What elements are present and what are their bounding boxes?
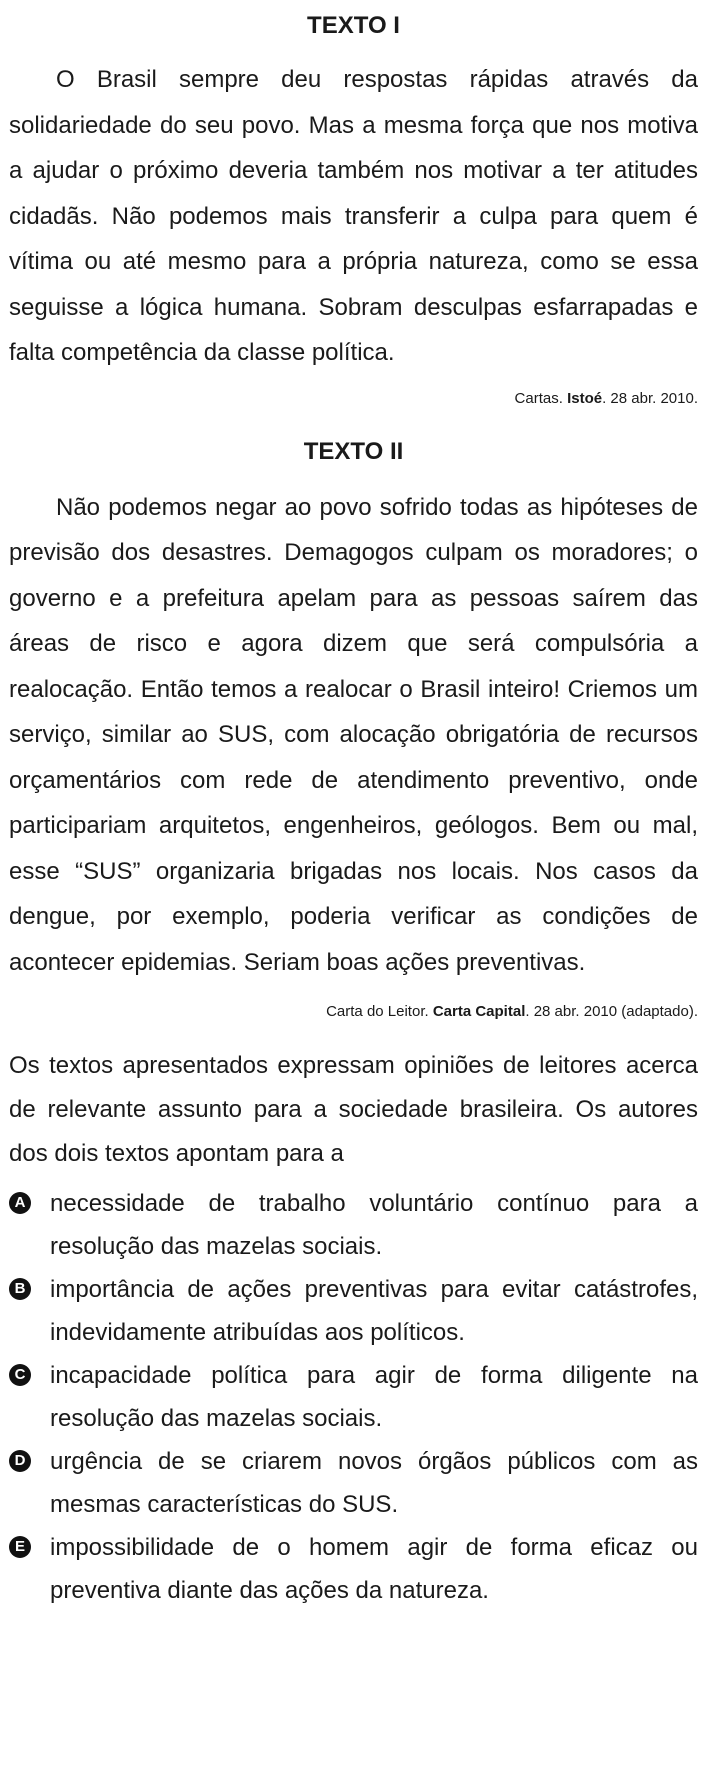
texto-1-source-prefix: Cartas.: [514, 389, 568, 407]
option-e-letter-badge: E: [9, 1536, 31, 1558]
option-c[interactable]: [9, 1354, 698, 1440]
texto-1-heading: TEXTO I: [307, 12, 400, 39]
texto-2-heading: TEXTO II: [303, 437, 404, 465]
texto-1-source-date: . 28 abr. 2010.: [602, 389, 698, 407]
option-d-letter-badge: D: [9, 1450, 31, 1472]
texto-1-body: O Brasil sempre deu respostas rápidas através da solidariedade do seu povo. Mas a mesma força que nos motiva a ajudar o próximo deveria também nos motivar a ter atitudes cidadãs. Não podemos mais transferir a culpa para quem é vítima ou até mesmo para a própria natureza, como se essa seguisse a lógica humana. Sobram desculpas esfarrapadas e falta competência da classe política.: [9, 66, 698, 366]
texto-2-source-date: . 28 abr. 2010 (adaptado).: [525, 1003, 698, 1020]
question-stem: Os textos apresentados expressam opiniões de leitores acerca de relevante assunto para a sociedade brasileira. Os autores dos dois textos apontam para a: [9, 1052, 698, 1167]
texto-2-source-publication: Carta Capital: [432, 1003, 526, 1020]
answer-options: [9, 1182, 698, 1612]
option-a-text: necessidade de trabalho voluntário contínuo para a resolução das mazelas sociais.: [50, 1190, 698, 1260]
option-b-text: importância de ações preventivas para evitar catástrofes, indevidamente atribuídas aos políticos.: [50, 1276, 698, 1346]
option-b[interactable]: [9, 1268, 698, 1354]
option-a[interactable]: [9, 1182, 698, 1268]
texto-1-source: [9, 389, 698, 409]
option-a-letter-badge: A: [9, 1192, 31, 1214]
option-c-letter-badge: C: [9, 1364, 31, 1386]
texto-1-source-publication: Istoé: [567, 389, 603, 407]
option-d[interactable]: [9, 1440, 698, 1526]
option-e[interactable]: [9, 1526, 698, 1612]
texto-2-source: [9, 1002, 698, 1022]
option-e-text: impossibilidade de o homem agir de forma eficaz ou preventiva diante das ações da natureza.: [50, 1534, 698, 1604]
texto-2-body: Não podemos negar ao povo sofrido todas as hipóteses de previsão dos desastres. Demagogos culpam os moradores; o governo e a prefeitura apelam para as pessoas saírem das áreas de risco e agora dizem que será compulsória a realocação. Então temos a realocar o Brasil inteiro! Criemos um serviço, similar ao SUS, com alocação obrigatória de recursos orçamentários com rede de atendimento preventivo, onde participariam arquitetos, engenheiros, geólogos. Bem ou mal, esse “SUS” organizaria brigadas nos locais. Nos casos da dengue, por exemplo, poderia verificar as condições de acontecer epidemias. Seriam boas ações preventivas.: [9, 493, 698, 976]
option-b-letter-badge: B: [9, 1278, 31, 1300]
option-c-text: incapacidade política para agir de forma diligente na resolução das mazelas sociais.: [50, 1362, 698, 1432]
option-d-text: urgência de se criarem novos órgãos públicos com as mesmas características do SUS.: [50, 1448, 698, 1518]
texto-2-source-prefix: Carta do Leitor.: [326, 1003, 433, 1020]
